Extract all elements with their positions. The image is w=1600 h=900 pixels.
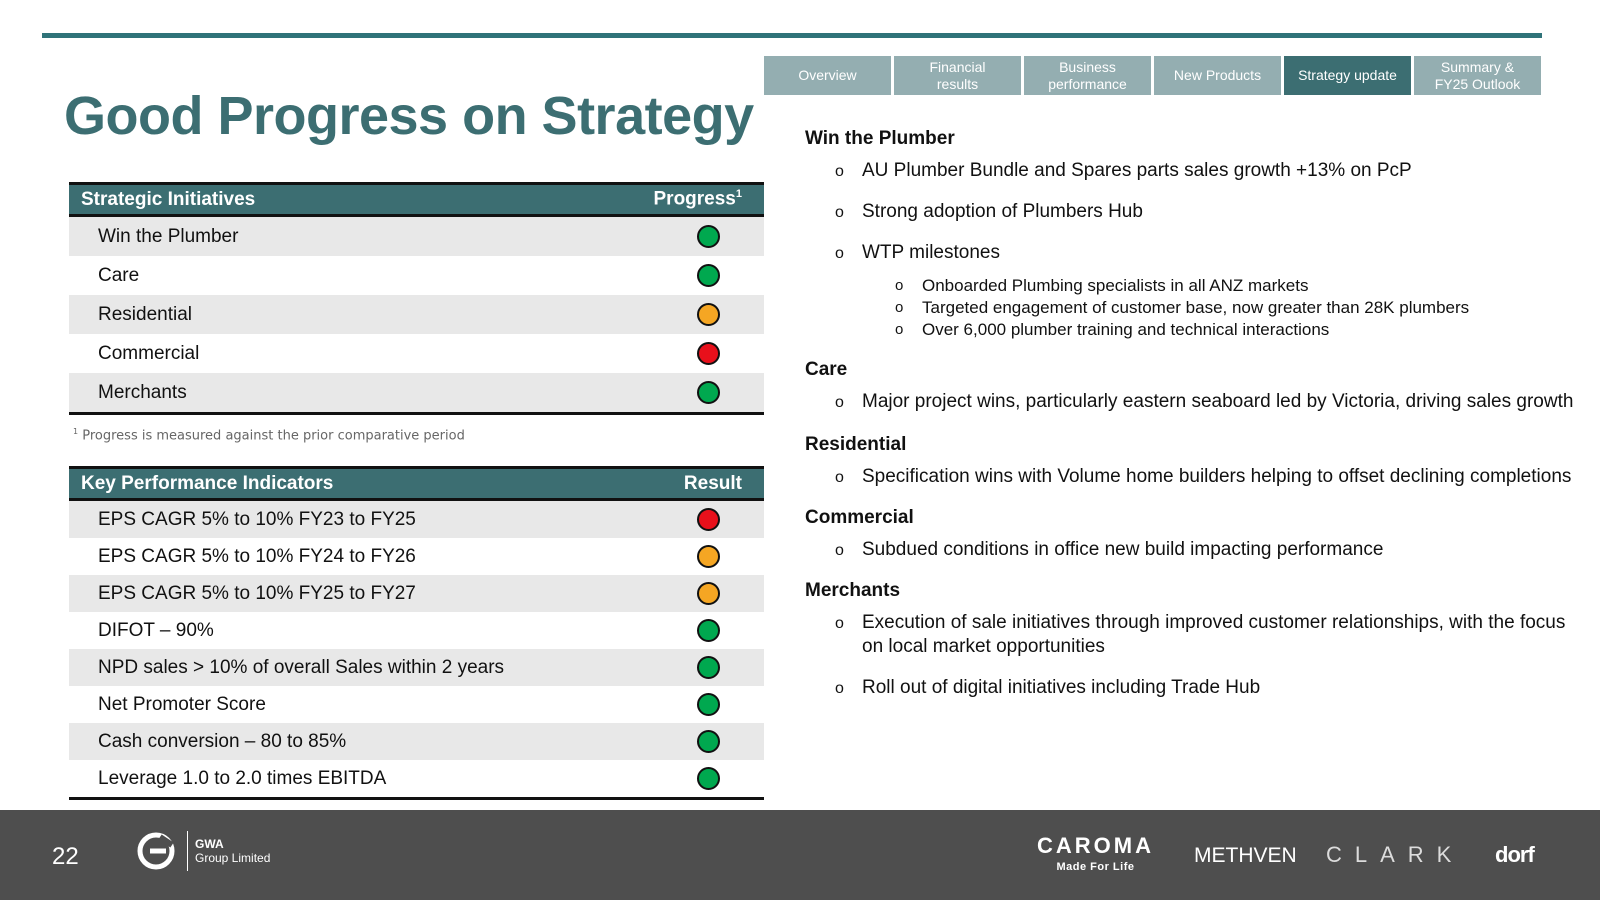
- initiatives-row: [69, 256, 764, 295]
- gwa-divider: [187, 831, 188, 871]
- status-red-icon: [697, 342, 720, 365]
- initiatives-label: Care: [98, 264, 140, 286]
- initiatives-table: [69, 182, 764, 415]
- kpis-row: [69, 575, 764, 612]
- bullet-list: [805, 611, 1575, 700]
- kpis-row: [69, 760, 764, 797]
- kpis-label: Cash conversion – 80 to 85%: [98, 730, 347, 752]
- methven-logo: METHVEN: [1194, 844, 1297, 867]
- progress-footnote-marker: 1: [735, 188, 742, 201]
- kpi-rows: [69, 501, 764, 800]
- result-header: Result: [683, 472, 742, 494]
- section-title: Commercial: [805, 507, 914, 528]
- page-number: 22: [52, 843, 79, 870]
- kpis-label: DIFOT – 90%: [98, 619, 214, 641]
- section-title: Residential: [805, 434, 907, 455]
- sub-bullet-list: [805, 275, 1575, 341]
- dorf-logo: dorf: [1495, 842, 1534, 867]
- bullet-list: [805, 465, 1575, 489]
- status-green-icon: [697, 619, 720, 642]
- bullet-item: o Major project wins, particularly eastern seaboard led by Victoria, driving sales growth: [805, 390, 1575, 414]
- initiatives-label: Residential: [98, 303, 192, 325]
- initiatives-label: Win the Plumber: [98, 225, 239, 247]
- bullet-item: o Subdued conditions in office new build impacting performance: [805, 538, 1575, 562]
- initiatives-label: Commercial: [98, 342, 200, 364]
- tab-overview[interactable]: Overview: [764, 56, 891, 95]
- bullet-item: o Strong adoption of Plumbers Hub: [805, 200, 1575, 224]
- initiatives-label: Merchants: [98, 381, 187, 403]
- kpis-label: Net Promoter Score: [98, 693, 266, 715]
- initiatives-row: [69, 334, 764, 373]
- kpis-row: [69, 612, 764, 649]
- strategy-commentary: [805, 128, 1575, 700]
- kpis-label: EPS CAGR 5% to 10% FY24 to FY26: [98, 545, 416, 567]
- section-tabs: [764, 56, 1541, 95]
- clark-logo: CLARK: [1326, 842, 1465, 867]
- bullet-list: [805, 390, 1575, 414]
- kpis-row: [69, 501, 764, 538]
- status-green-icon: [697, 264, 720, 287]
- status-amber-icon: [697, 303, 720, 326]
- section-title: Win the Plumber: [805, 128, 955, 149]
- status-green-icon: [697, 225, 720, 248]
- status-green-icon: [697, 767, 720, 790]
- bullet-item: o AU Plumber Bundle and Spares parts sales growth +13% on PcP: [805, 159, 1575, 183]
- section-win-the-plumber: [805, 128, 1575, 341]
- kpis-row: [69, 649, 764, 686]
- tab-summary-fy25-outlook[interactable]: Summary & FY25 Outlook: [1414, 56, 1541, 95]
- gwa-logo-icon: [136, 831, 176, 871]
- tab-strategy-update[interactable]: Strategy update: [1284, 56, 1411, 95]
- bullet-list: [805, 538, 1575, 562]
- section-residential: [805, 434, 1575, 489]
- page-title: Good Progress on Strategy: [64, 86, 754, 146]
- status-red-icon: [697, 508, 720, 531]
- section-merchants: [805, 580, 1575, 700]
- status-green-icon: [697, 381, 720, 404]
- kpi-table: [69, 466, 764, 800]
- section-title: Care: [805, 359, 848, 380]
- initiatives-row: [69, 217, 764, 256]
- bullet-item: o Specification wins with Volume home builders helping to offset declining completions: [805, 465, 1575, 489]
- kpis-label: Leverage 1.0 to 2.0 times EBITDA: [98, 767, 387, 789]
- tab-new-products[interactable]: New Products: [1154, 56, 1281, 95]
- initiatives-row: [69, 373, 764, 412]
- status-green-icon: [697, 656, 720, 679]
- status-green-icon: [697, 693, 720, 716]
- initiatives-header-label: Strategic Initiatives: [81, 188, 256, 210]
- section-title: Merchants: [805, 580, 901, 601]
- section-commercial: [805, 507, 1575, 562]
- footer: [0, 810, 1600, 900]
- sub-bullet-item: o Over 6,000 plumber training and technical interactions: [805, 319, 1575, 341]
- status-amber-icon: [697, 545, 720, 568]
- kpi-table-header: [69, 466, 764, 501]
- initiatives-row: [69, 295, 764, 334]
- kpis-row: [69, 723, 764, 760]
- top-rule: [42, 33, 1542, 38]
- kpis-label: EPS CAGR 5% to 10% FY23 to FY25: [98, 508, 416, 530]
- caroma-logo: CAROMA Made For Life: [1037, 833, 1154, 873]
- kpis-label: NPD sales > 10% of overall Sales within 2 years: [98, 656, 505, 678]
- gwa-logo: [136, 831, 270, 871]
- sub-bullet-item: o Targeted engagement of customer base, now greater than 28K plumbers: [805, 297, 1575, 319]
- bullet-item: o Execution of sale initiatives through improved customer relationships, with the focus on local market opportunities: [805, 611, 1575, 659]
- bullet-list: [805, 159, 1575, 341]
- initiatives-table-header: [69, 182, 764, 217]
- footnote: $^1$ Progress is measured against the prior comparative period: [73, 427, 465, 444]
- kpis-row: [69, 686, 764, 723]
- kpi-header-label: Key Performance Indicators: [81, 472, 334, 494]
- initiatives-rows: [69, 217, 764, 415]
- kpis-row: [69, 538, 764, 575]
- bullet-item: o WTP milestones: [805, 241, 1575, 265]
- section-care: [805, 359, 1575, 414]
- bullet-item: o Roll out of digital initiatives including Trade Hub: [805, 676, 1575, 700]
- gwa-wordmark: GWA Group Limited: [195, 837, 271, 865]
- tab-business-performance[interactable]: Business performance: [1024, 56, 1151, 95]
- sub-bullet-item: o Onboarded Plumbing specialists in all ANZ markets: [805, 275, 1575, 297]
- status-amber-icon: [697, 582, 720, 605]
- tab-financial-results[interactable]: Financial results: [894, 56, 1021, 95]
- progress-header: Progress$^1$: [653, 188, 742, 210]
- status-green-icon: [697, 730, 720, 753]
- kpis-label: EPS CAGR 5% to 10% FY25 to FY27: [98, 582, 416, 604]
